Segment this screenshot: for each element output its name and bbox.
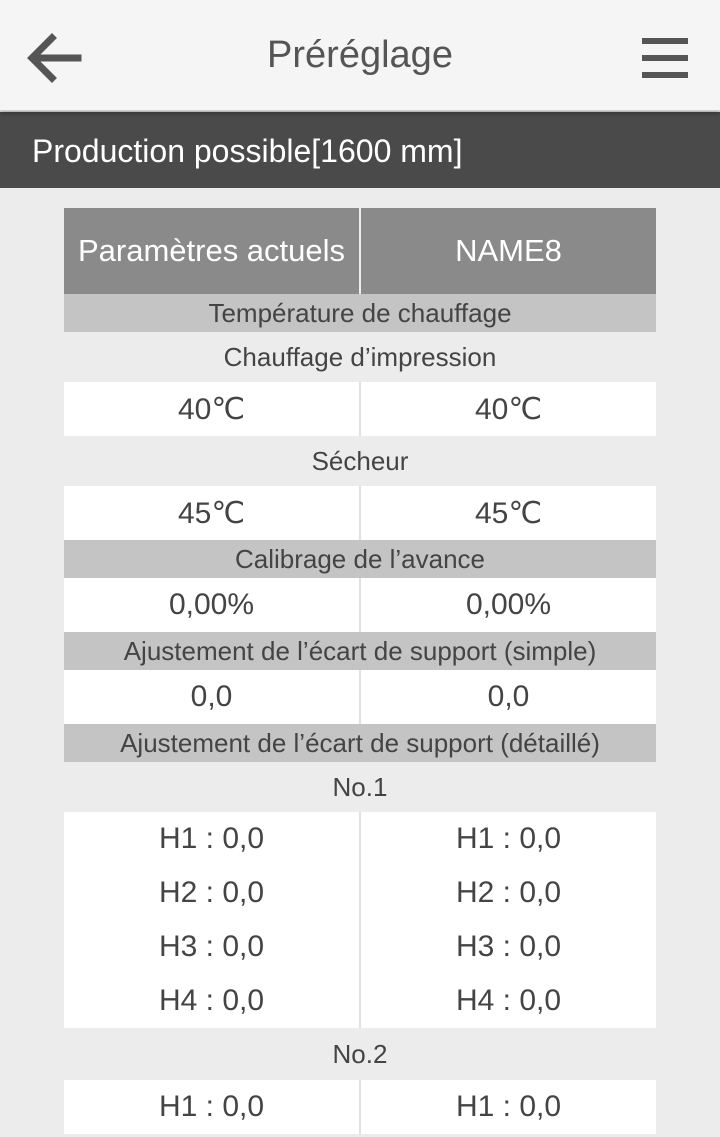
gap-no2-preset bbox=[359, 1080, 656, 1134]
gap-value: H1 : 0,0 bbox=[455, 1090, 562, 1123]
gap-value: H2 : 0,0 bbox=[455, 876, 562, 909]
table-row bbox=[64, 382, 656, 436]
gap-no2-label: No.2 bbox=[332, 1038, 388, 1069]
table-row bbox=[64, 670, 656, 724]
section-header-heating: Température de chauffage bbox=[64, 294, 656, 332]
gap-value: H4 : 0,0 bbox=[455, 984, 562, 1017]
print-heater-label: Chauffage d’impression bbox=[223, 341, 497, 372]
status-bar: Production possible[1600 mm] bbox=[0, 112, 720, 188]
table-row bbox=[64, 486, 656, 540]
gap-value: H4 : 0,0 bbox=[158, 984, 265, 1017]
gap-no1-preset bbox=[359, 812, 656, 1028]
gap-value: H3 : 0,0 bbox=[455, 930, 562, 963]
menu-button[interactable] bbox=[634, 30, 696, 86]
table-row bbox=[64, 1080, 656, 1134]
feed-current: 0,00% bbox=[168, 588, 255, 621]
section-header-gap-detailed: Ajustement de l’écart de support (détaillé) bbox=[64, 724, 656, 762]
table-row bbox=[64, 578, 656, 632]
gap-value: H1 : 0,0 bbox=[455, 822, 562, 855]
gap-simple-current: 0,0 bbox=[190, 680, 233, 713]
dryer-current: 45℃ bbox=[177, 496, 246, 530]
gap-simple-preset: 0,0 bbox=[359, 670, 656, 724]
gap-no1-label: No.1 bbox=[332, 771, 388, 802]
gap-value: H1 : 0,0 bbox=[158, 822, 265, 855]
table-header-row bbox=[64, 208, 656, 294]
gap-value: H3 : 0,0 bbox=[158, 930, 265, 963]
print-heater-current: 40℃ bbox=[177, 392, 246, 426]
section-header-feed: Calibrage de l’avance bbox=[64, 540, 656, 578]
dryer-preset: 45℃ bbox=[359, 486, 656, 540]
print-heater-preset: 40℃ bbox=[359, 382, 656, 436]
table-row bbox=[64, 812, 656, 1028]
gap-value: H2 : 0,0 bbox=[158, 876, 265, 909]
gap-no1-current bbox=[64, 812, 359, 1028]
gap-value: H1 : 0,0 bbox=[158, 1090, 265, 1123]
settings-table bbox=[64, 208, 656, 1134]
gap-no2-current bbox=[64, 1080, 359, 1134]
page-title: Préréglage bbox=[267, 34, 453, 76]
dryer-label: Sécheur bbox=[311, 445, 409, 476]
column-header-preset: NAME8 bbox=[359, 208, 656, 294]
feed-preset: 0,00% bbox=[359, 578, 656, 632]
column-header-current: Paramètres actuels bbox=[77, 233, 346, 268]
section-header-gap-simple: Ajustement de l’écart de support (simple) bbox=[64, 632, 656, 670]
hamburger-menu-icon bbox=[634, 30, 696, 86]
app-bar bbox=[0, 0, 720, 111]
